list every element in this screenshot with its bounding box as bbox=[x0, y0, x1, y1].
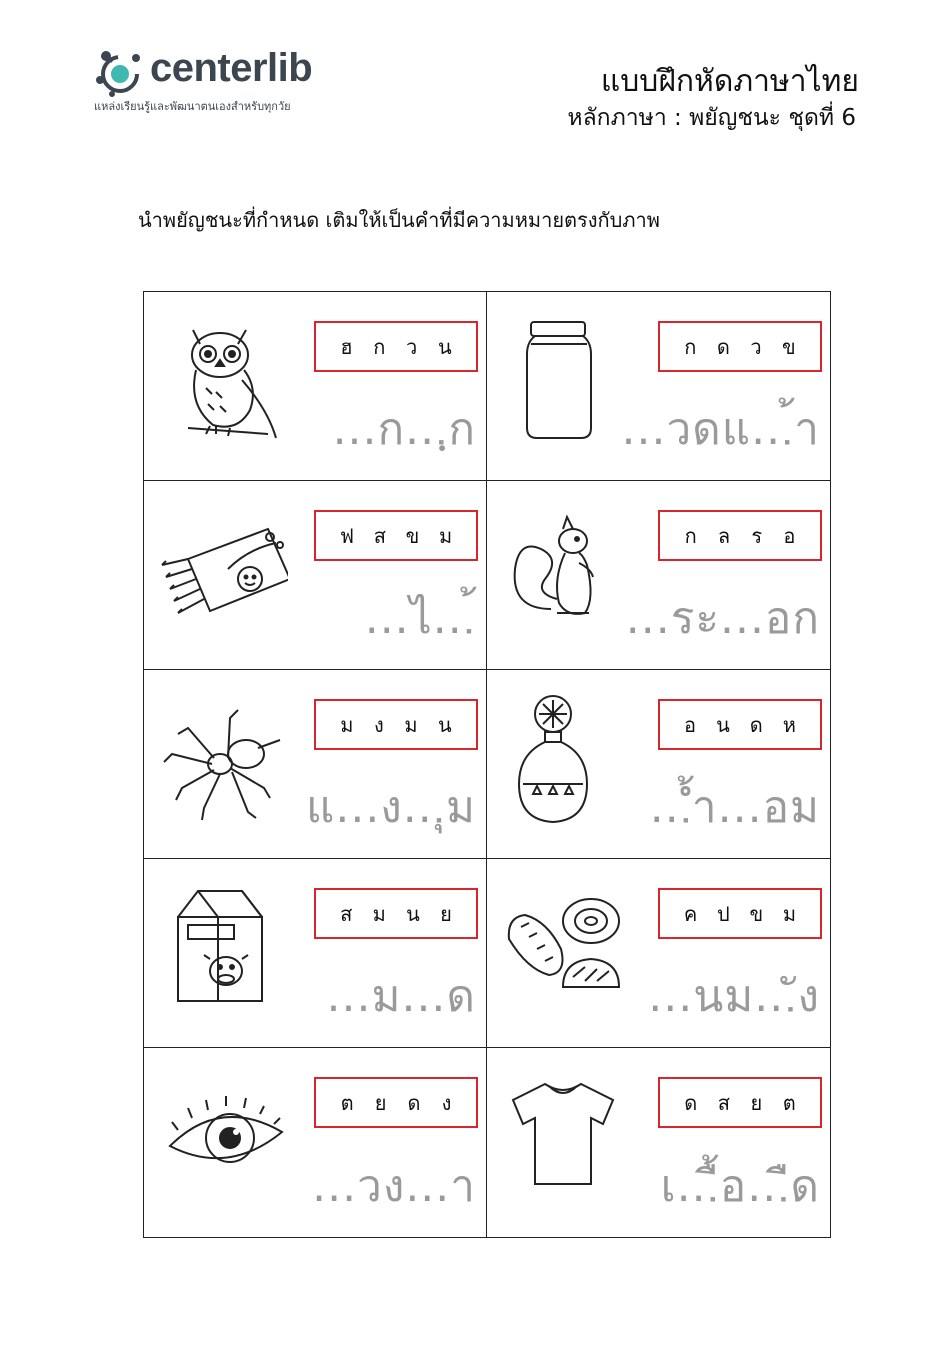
given-letter: ด bbox=[407, 1090, 421, 1115]
squirrel-icon bbox=[501, 499, 631, 639]
given-letter: น bbox=[716, 712, 730, 737]
exercise-cell bbox=[144, 1048, 487, 1237]
exercise-grid bbox=[143, 291, 831, 1238]
given-letter: ด bbox=[716, 334, 730, 359]
given-letter: ก bbox=[684, 523, 697, 548]
given-letter: อ bbox=[684, 712, 697, 737]
word-hint: ...้ำ...อม bbox=[649, 782, 820, 833]
given-letters-box bbox=[658, 1077, 822, 1128]
given-letters-box bbox=[658, 699, 822, 750]
given-letter: ย bbox=[750, 1090, 763, 1115]
brand-tagline: แหล่งเรียนรู้และพัฒนาตนเองสำหรับทุกวัย bbox=[94, 100, 291, 113]
given-letter: อ bbox=[783, 523, 796, 548]
perfume-bottle-icon bbox=[501, 688, 631, 828]
exercise-cell bbox=[487, 1048, 830, 1237]
exercise-cell bbox=[144, 670, 487, 859]
given-letter: ฮ bbox=[340, 334, 353, 359]
eye-icon bbox=[158, 1066, 288, 1206]
given-letter: น bbox=[406, 901, 420, 926]
given-letter: ฟ bbox=[339, 523, 355, 548]
centerlib-logo-icon bbox=[92, 44, 148, 100]
exercise-cell bbox=[487, 481, 830, 670]
exercise-cell bbox=[487, 292, 830, 481]
brand-name: centerlib bbox=[150, 46, 313, 90]
word-hint: ...ก...ฺก bbox=[332, 404, 476, 455]
word-hint: ...ม...ด bbox=[326, 971, 476, 1022]
given-letter: ย bbox=[440, 901, 452, 926]
given-letters-box bbox=[314, 321, 478, 372]
given-letter: ม bbox=[340, 712, 354, 737]
given-letter: ส bbox=[717, 1090, 730, 1115]
word-hint: ...ไ...้ bbox=[364, 593, 476, 644]
given-letter: ข bbox=[749, 901, 764, 926]
exercise-cell bbox=[487, 859, 830, 1048]
page-title: แบบฝึกหัดภาษาไทย bbox=[600, 64, 859, 99]
exercise-cell bbox=[487, 670, 830, 859]
given-letter: ย bbox=[374, 1090, 387, 1115]
given-letters-box bbox=[658, 888, 822, 939]
given-letter: ต bbox=[340, 1090, 354, 1115]
given-letter: ร bbox=[751, 523, 763, 548]
given-letter: ห bbox=[782, 712, 796, 737]
given-letter: ง bbox=[374, 712, 384, 737]
exercise-cell bbox=[144, 859, 487, 1048]
given-letter: ง bbox=[441, 1090, 452, 1115]
given-letters-box bbox=[314, 699, 478, 750]
given-letters-box bbox=[658, 321, 822, 372]
tshirt-icon bbox=[501, 1066, 631, 1206]
given-letter: ก bbox=[684, 334, 697, 359]
exercise-cell bbox=[144, 481, 487, 670]
spider-icon bbox=[158, 688, 288, 828]
given-letter: ด bbox=[684, 1090, 698, 1115]
given-letter: ส bbox=[340, 901, 353, 926]
owl-icon bbox=[158, 310, 288, 450]
given-letter: น bbox=[437, 334, 452, 359]
brand-logo bbox=[92, 40, 352, 120]
word-hint: ...ระ...อก bbox=[625, 593, 820, 644]
milk-carton-icon bbox=[158, 877, 288, 1017]
word-hint: ...วดแ...้า bbox=[621, 404, 820, 455]
word-hint: แ...ง...ุม bbox=[305, 782, 476, 833]
given-letters-box bbox=[314, 888, 478, 939]
given-letter: ล bbox=[717, 523, 731, 548]
given-letter: ม bbox=[782, 901, 797, 926]
given-letter: ด bbox=[749, 712, 763, 737]
word-hint: เ...ื้อ...ืด bbox=[660, 1161, 820, 1212]
given-letter: ก bbox=[373, 334, 386, 359]
jar-icon bbox=[501, 310, 631, 450]
given-letter: ม bbox=[404, 712, 418, 737]
given-letter: ว bbox=[750, 334, 762, 359]
given-letters-box bbox=[314, 1077, 478, 1128]
crayons-icon bbox=[158, 499, 288, 639]
exercise-cell bbox=[144, 292, 487, 481]
given-letter: ป bbox=[717, 901, 730, 926]
given-letter: ว bbox=[406, 334, 418, 359]
instruction-text: นำพยัญชนะที่กำหนด เติมให้เป็นคำที่มีความหมายตรงกับภาพ bbox=[138, 208, 660, 232]
given-letter: ค bbox=[683, 901, 698, 926]
given-letters-box bbox=[314, 510, 478, 561]
given-letter: ต bbox=[782, 1090, 796, 1115]
word-hint: ...นม...ัง bbox=[648, 971, 820, 1022]
given-letter: ข bbox=[405, 523, 420, 548]
bread-icon bbox=[501, 877, 631, 1017]
given-letters-box bbox=[658, 510, 822, 561]
given-letter: ข bbox=[782, 334, 796, 359]
page-subtitle: หลักภาษา : พยัญชนะ ชุดที่ 6 bbox=[567, 105, 856, 131]
given-letter: น bbox=[438, 712, 452, 737]
given-letter: ม bbox=[372, 901, 386, 926]
given-letter: ม bbox=[438, 523, 453, 548]
word-hint: ...วง...า bbox=[312, 1161, 476, 1212]
given-letter: ส bbox=[373, 523, 386, 548]
